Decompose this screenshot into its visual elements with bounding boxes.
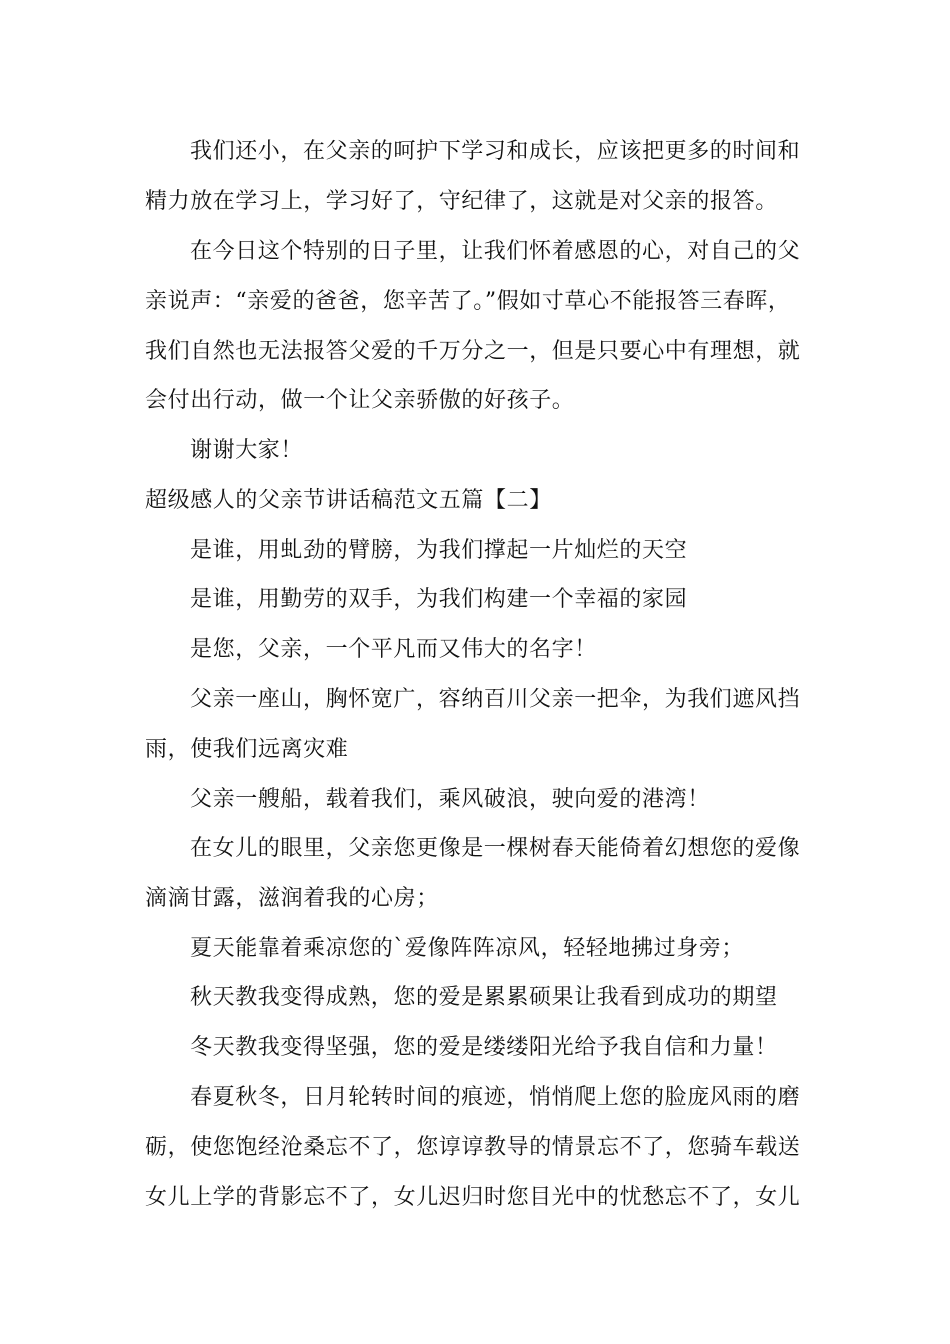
closing-line: 谢谢大家！	[190, 438, 304, 463]
paragraph-line: 春夏秋冬，日月轮转时间的痕迹，悄悄爬上您的脸庞风雨的磨	[190, 1085, 801, 1110]
paragraph-line: 亲说声：“亲爱的爸爸，您辛苦了。”假如寸草心不能报答三春晖，	[145, 289, 791, 314]
paragraph-line: 我们自然也无法报答父爱的千万分之一，但是只要心中有理想，就	[145, 339, 801, 364]
paragraph-line: 砺，使您饱经沧桑忘不了，您谆谆教导的情景忘不了，您骑车载送	[145, 1135, 801, 1160]
paragraph-line: 我们还小，在父亲的呵护下学习和成长，应该把更多的时间和	[190, 139, 801, 164]
paragraph-line: 在今日这个特别的日子里，让我们怀着感恩的心，对自己的父	[190, 239, 801, 264]
paragraph-line: 夏天能靠着乘凉您的`爱像阵阵凉风，轻轻地拂过身旁；	[190, 936, 745, 961]
paragraph-line: 是谁，用勤劳的双手，为我们构建一个幸福的家园	[190, 587, 688, 612]
paragraph-line: 雨，使我们远离灾难	[145, 737, 349, 762]
paragraph-line: 父亲一艘船，载着我们，乘风破浪，驶向爱的港湾！	[190, 787, 710, 812]
paragraph-line: 会付出行动，做一个让父亲骄傲的好孩子。	[145, 388, 575, 413]
paragraph-line: 滴滴甘露，滋润着我的心房；	[145, 886, 439, 911]
paragraph-line: 是谁，用虬劲的臂膀，为我们撑起一片灿烂的天空	[190, 538, 688, 563]
paragraph-line: 女儿上学的背影忘不了，女儿迟归时您目光中的忧愁忘不了，女儿	[145, 1185, 801, 1210]
paragraph-line: 父亲一座山，胸怀宽广，容纳百川父亲一把伞，为我们遮风挡	[190, 687, 801, 712]
section-heading: 超级感人的父亲节讲话稿范文五篇【二】	[145, 488, 552, 513]
paragraph-line: 在女儿的眼里，父亲您更像是一棵树春天能倚着幻想您的爱像	[190, 836, 801, 861]
paragraph-line: 冬天教我变得坚强，您的爱是缕缕阳光给予我自信和力量！	[190, 1035, 778, 1060]
paragraph-line: 秋天教我变得成熟，您的爱是累累硕果让我看到成功的期望	[190, 985, 778, 1010]
paragraph-line: 精力放在学习上，学习好了，守纪律了，这就是对父亲的报答。	[145, 189, 778, 214]
paragraph-line: 是您，父亲，一个平凡而又伟大的名字！	[190, 637, 597, 662]
